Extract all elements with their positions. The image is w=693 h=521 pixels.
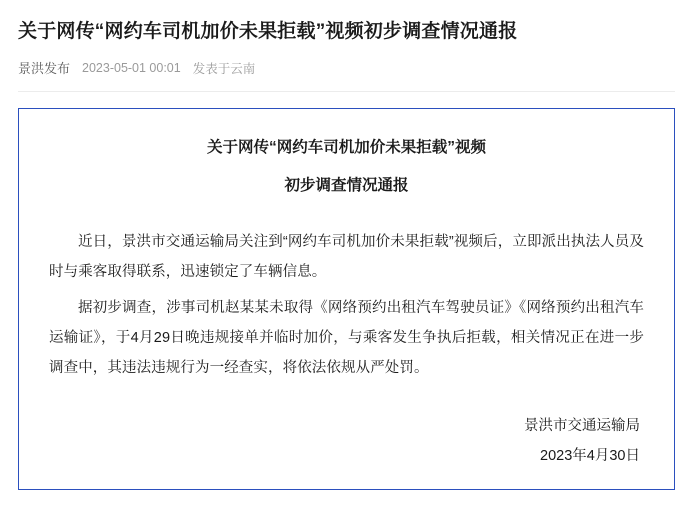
notice-date: 2023年4月30日 xyxy=(540,448,640,464)
notice-body xyxy=(49,227,644,383)
notice-signer: 景洪市交通运输局 xyxy=(524,418,640,434)
notice-document xyxy=(18,108,675,490)
article-meta xyxy=(18,58,675,77)
header-divider xyxy=(18,91,675,92)
notice-paragraph: 近日，景洪市交通运输局关注到“网约车司机加价未果拒载”视频后，立即派出执法人员及时与乘客取得联系，迅速锁定了车辆信息。 xyxy=(49,234,644,280)
article-location: 发表于云南 xyxy=(192,61,256,76)
page-title: 关于网传“网约车司机加价未果拒载”视频初步调查情况通报 xyxy=(18,21,518,42)
article-timestamp: 2023-05-01 00:01 xyxy=(82,60,181,75)
notice-title: 关于网传“网约车司机加价未果拒载”视频 xyxy=(206,139,486,156)
article-source: 景洪发布 xyxy=(18,61,71,76)
notice-subtitle: 初步调查情况通报 xyxy=(284,177,409,194)
notice-paragraph: 据初步调查，涉事司机赵某某未取得《网络预约出租汽车驾驶员证》《网络预约出租汽车运输证》，于4月29日晚违规接单并临时加价，与乘客发生争执后拒载，相关情况正在进一步调查中，其违法违规行为一经查实，将依法依规从严处罚。 xyxy=(49,300,644,376)
